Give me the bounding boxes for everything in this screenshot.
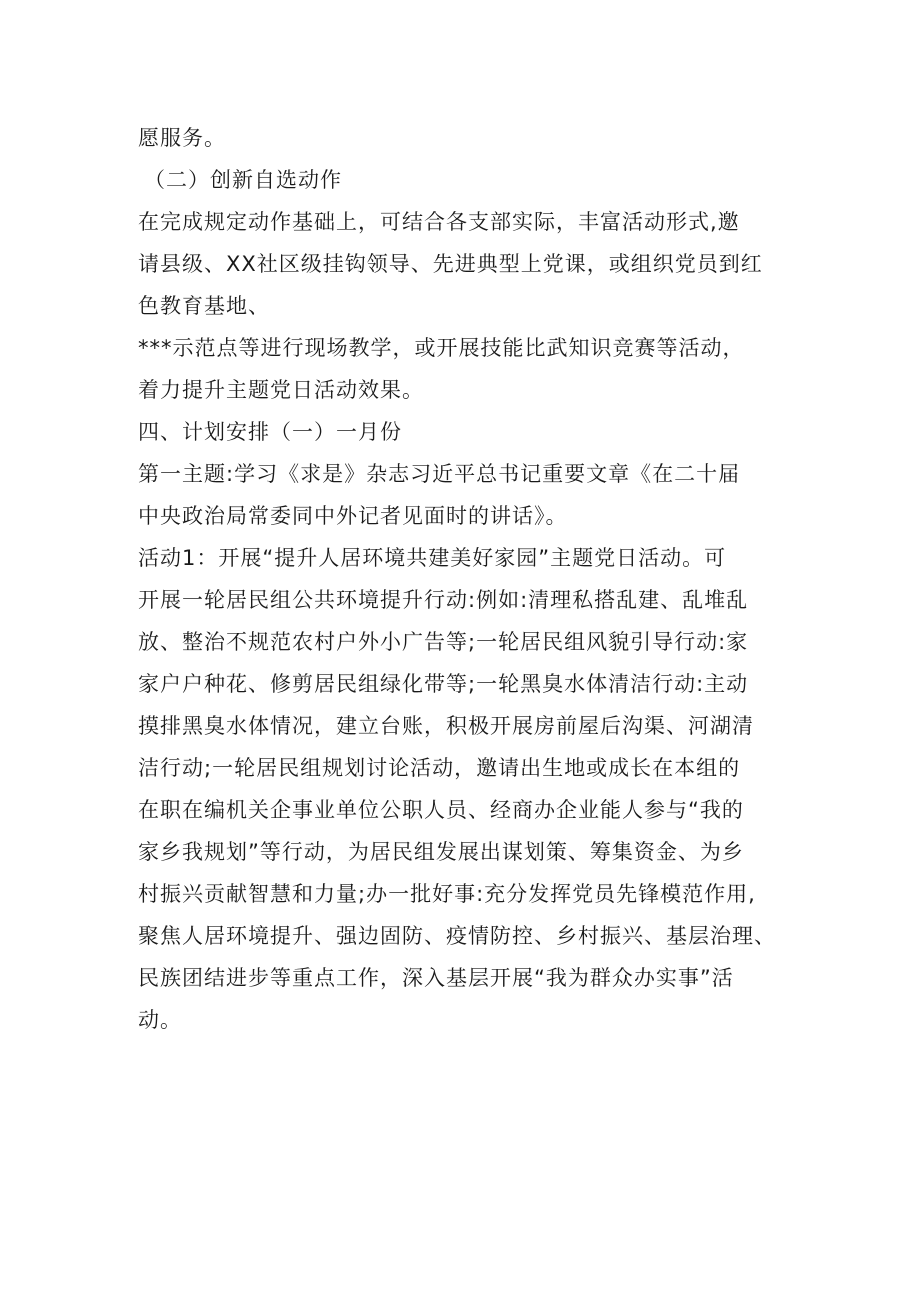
text-line: 活动1：开展“提升人居环境共建美好家园”主题党日活动。可 — [138, 546, 727, 570]
section-heading: （二）创新自选动作 — [144, 168, 342, 192]
text-line: 在完成规定动作基础上，可结合各支部实际，丰富活动形式,邀 — [138, 210, 740, 234]
text-line: 中央政治局常委同中外记者见面时的讲话》。 — [138, 504, 568, 528]
text-line: 开展一轮居民组公共环境提升行动:例如:清理私搭乱建、乱堆乱 — [138, 588, 749, 612]
text-line: 洁行动;一轮居民组规划讨论活动，邀请出生地或成长在本组的 — [138, 756, 741, 780]
text-line: 摸排黑臭水体情况，建立台账，积极开展房前屋后沟渠、河湖清 — [138, 714, 754, 738]
text-line: 着力提升主题党日活动效果。 — [138, 378, 424, 402]
text-line: 动。 — [138, 1008, 182, 1032]
text-line: 愿服务。 — [138, 126, 226, 150]
text-line: 放、整治不规范农村户外小广告等;一轮居民组风貌引导行动:家 — [138, 630, 749, 654]
text-line: ***示范点等进行现场教学，或开展技能比武知识竞赛等活动， — [138, 336, 745, 360]
text-line: 在职在编机关企事业单位公职人员、经商办企业能人参与“我的 — [138, 798, 744, 822]
text-line: 请县级、XX社区级挂钩领导、先进典型上党课，或组织党员到红 — [138, 252, 763, 276]
text-line: 家乡我规划”等行动，为居民组发展出谋划策、筹集资金、为乡 — [138, 840, 744, 864]
text-line: 第一主题:学习《求是》杂志习近平总书记重要文章《在二十届 — [138, 462, 741, 486]
text-line: 村振兴贡献智慧和力量;办一批好事:充分发挥党员先锋模范作用, — [138, 882, 756, 906]
text-line: 民族团结进步等重点工作，深入基层开展“我为群众办实事”活 — [138, 966, 734, 990]
text-line: 家户户种花、修剪居民组绿化带等;一轮黑臭水体清洁行动:主动 — [138, 672, 749, 696]
text-line: 色教育基地、 — [138, 294, 270, 318]
text-line: 聚焦人居环境提升、强边固防、疫情防控、乡村振兴、基层治理、 — [138, 924, 776, 948]
section-heading: 四、计划安排（一）一月份 — [138, 420, 402, 444]
document-body — [138, 117, 798, 1041]
